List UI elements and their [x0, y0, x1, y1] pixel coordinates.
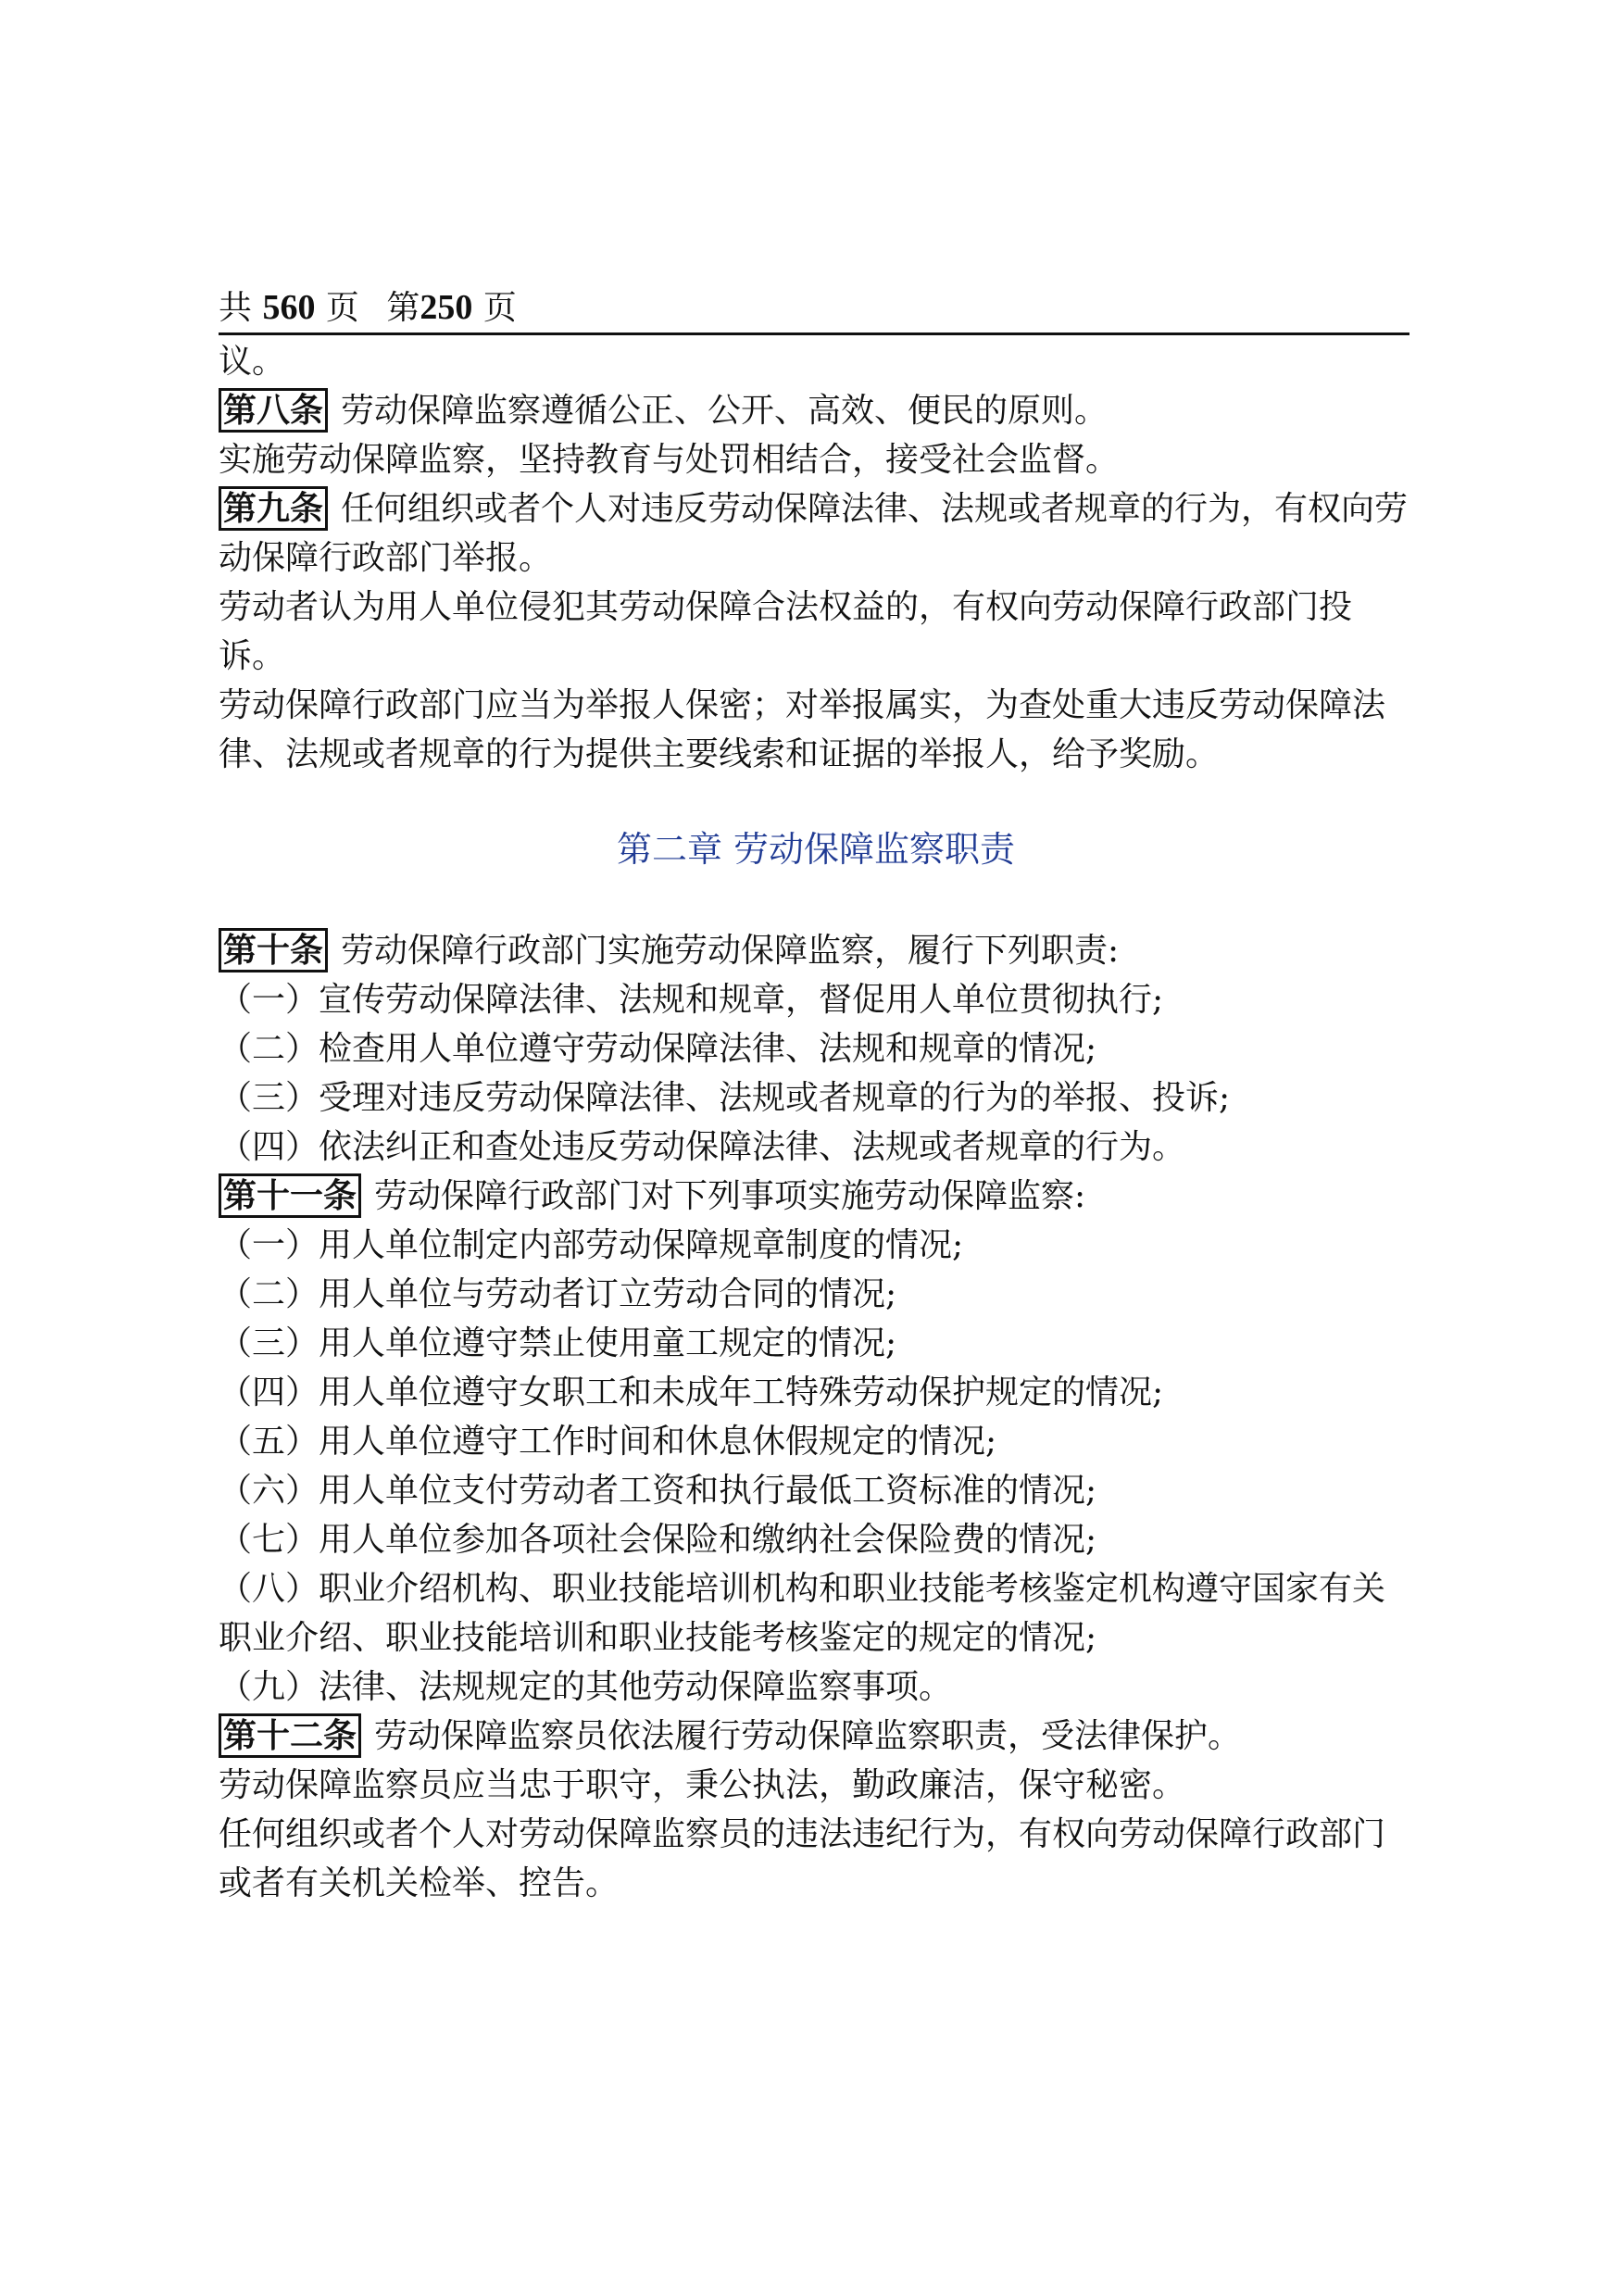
paragraph-text: 劳动者认为用人单位侵犯其劳动保障合法权益的，有权向劳动保障行政部门投诉。 [219, 588, 1353, 675]
paragraph-text: 任何组织或者个人对违反劳动保障法律、法规或者规章的行为，有权向劳动保障行政部门举报。 [219, 490, 1409, 577]
document-body [219, 337, 1413, 1908]
paragraph [219, 1368, 1413, 1417]
paragraph-text: 劳动保障行政部门实施劳动保障监察，履行下列职责: [341, 932, 1120, 970]
chapter-heading: 第二章 劳动保障监察职责 [616, 829, 1016, 870]
article-number: 第九条 [219, 486, 328, 531]
total-pages: 560 [262, 288, 316, 327]
paragraph-text: 任何组织或者个人对劳动保障监察员的违法违纪行为，有权向劳动保障行政部门或者有关机关检举、控告。 [219, 1815, 1386, 1902]
paragraph [219, 681, 1413, 779]
paragraph-text: 实施劳动保障监察，坚持教育与处罚相结合，接受社会监督。 [219, 441, 1120, 479]
paragraph-text: （四）依法纠正和查处违反劳动保障法律、法规或者规章的行为。 [219, 1128, 1186, 1166]
article-paragraph [219, 926, 1413, 975]
article-paragraph [219, 1172, 1413, 1221]
paragraph [219, 1024, 1413, 1073]
total-prefix: 共 [219, 289, 253, 327]
paragraph [219, 1761, 1413, 1810]
paragraph-text: （六）用人单位支付劳动者工资和执行最低工资标准的情况; [219, 1472, 1097, 1510]
paragraph-text: 议。 [219, 343, 286, 381]
paragraph [219, 1810, 1413, 1908]
article-number: 第十二条 [219, 1713, 361, 1758]
paragraph-text: （二）用人单位与劳动者订立劳动合同的情况; [219, 1275, 897, 1313]
paragraph [219, 1123, 1413, 1172]
paragraph-text: （五）用人单位遵守工作时间和休息休假规定的情况; [219, 1423, 997, 1461]
paragraph-text: 劳动保障行政部门应当为举报人保密；对举报属实，为查处重大违反劳动保障法律、法规或者规章的行为提供主要线索和证据的举报人，给予奖励。 [219, 686, 1386, 773]
total-suffix: 页 [325, 289, 359, 327]
paragraph [219, 1564, 1413, 1662]
paragraph-text: （三）用人单位遵守禁止使用童工规定的情况; [219, 1324, 897, 1362]
paragraph-text: 劳动保障监察员依法履行劳动保障监察职责，受法律保护。 [374, 1717, 1242, 1755]
current-page: 250 [420, 288, 473, 327]
article-number: 第十条 [219, 928, 328, 972]
paragraph [219, 1221, 1413, 1270]
paragraph-text: 劳动保障行政部门对下列事项实施劳动保障监察: [374, 1177, 1086, 1215]
paragraph-text: （一）宣传劳动保障法律、法规和规章，督促用人单位贯彻执行; [219, 981, 1164, 1019]
current-prefix: 第 [386, 289, 420, 327]
paragraph-text: （一）用人单位制定内部劳动保障规章制度的情况; [219, 1226, 964, 1264]
paragraph [219, 337, 1413, 386]
paragraph-text: （七）用人单位参加各项社会保险和缴纳社会保险费的情况; [219, 1521, 1097, 1559]
paragraph [219, 1662, 1413, 1712]
paragraph-text: （九）法律、法规规定的其他劳动保障监察事项。 [219, 1668, 953, 1706]
page-header [219, 282, 1409, 335]
paragraph-text: 劳动保障监察员应当忠于职守，秉公执法，勤政廉洁，保守秘密。 [219, 1766, 1186, 1804]
article-number: 第十一条 [219, 1173, 361, 1218]
article-number: 第八条 [219, 388, 328, 433]
paragraph [219, 1319, 1413, 1368]
paragraph [219, 1417, 1413, 1466]
paragraph [219, 975, 1413, 1024]
paragraph-text: （八）职业介绍机构、职业技能培训机构和职业技能考核鉴定机构遵守国家有关职业介绍、职业技能培训和职业技能考核鉴定的规定的情况; [219, 1570, 1386, 1657]
paragraph-text: （四）用人单位遵守女职工和未成年工特殊劳动保护规定的情况; [219, 1374, 1164, 1411]
article-paragraph [219, 1712, 1413, 1761]
paragraph [219, 1073, 1413, 1123]
paragraph [219, 1466, 1413, 1515]
paragraph [219, 1270, 1413, 1319]
article-paragraph [219, 386, 1413, 435]
paragraph [219, 1515, 1413, 1564]
paragraph-text: （三）受理对违反劳动保障法律、法规或者规章的行为的举报、投诉; [219, 1079, 1231, 1117]
paragraph [219, 435, 1413, 484]
paragraph [219, 583, 1413, 681]
current-suffix: 页 [482, 289, 517, 327]
paragraph-text: 劳动保障监察遵循公正、公开、高效、便民的原则。 [341, 392, 1109, 430]
article-paragraph [219, 484, 1413, 583]
paragraph-text: （二）检查用人单位遵守劳动保障法律、法规和规章的情况; [219, 1030, 1097, 1068]
